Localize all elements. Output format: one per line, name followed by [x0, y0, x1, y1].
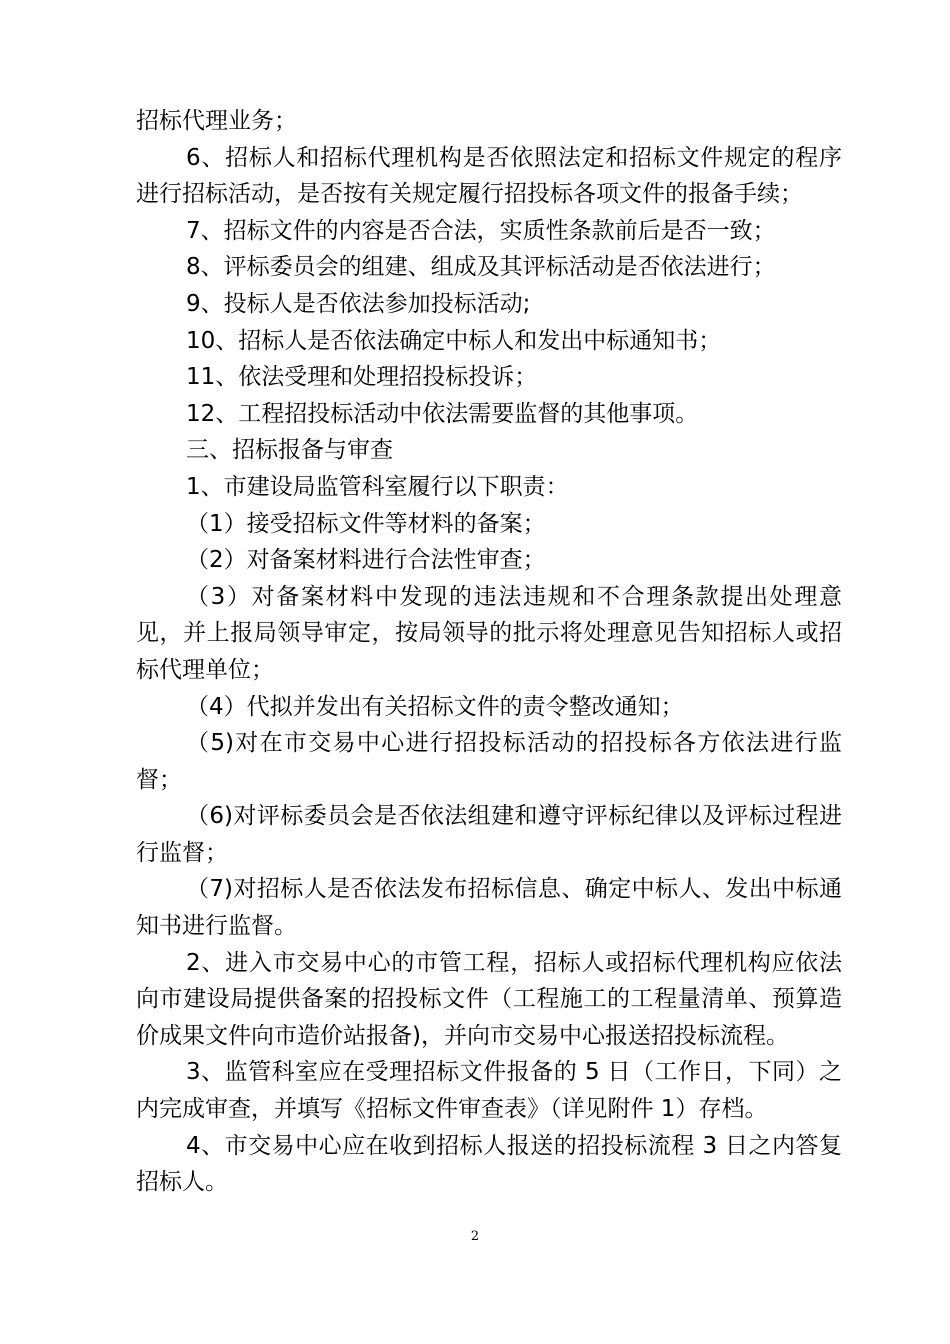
- paragraph: 招标代理业务；: [136, 108, 297, 134]
- paragraph: 7、招标文件的内容是否合法，实质性条款前后是否一致；: [186, 217, 776, 244]
- paragraph: 10、招标人是否依法确定中标人和发出中标通知书；: [186, 327, 722, 354]
- paragraph: 4、市交易中心应在收到招标人报送的招投标流程 3 日之内答复招标人。: [136, 1132, 842, 1196]
- paragraph: 11、依法受理和处理招投标投诉；: [186, 364, 538, 391]
- paragraph: 6、招标人和招标代理机构是否依照法定和招标文件规定的程序进行招标活动，是否按有关规定履行招投标各项文件的报备手续；: [136, 144, 842, 208]
- paragraph: 12、工程招投标活动中依法需要监督的其他事项。: [186, 400, 699, 427]
- paragraph: （4）代拟并发出有关招标文件的责令整改通知；: [186, 693, 684, 720]
- paragraph: （3）对备案材料中发现的违法违规和不合理条款提出处理意见，并上报局领导审定，按局领导的批示将处理意见告知招标人或招标代理单位；: [136, 583, 842, 683]
- paragraph: 1、市建设局监管科室履行以下职责：: [186, 473, 569, 500]
- paragraph: （1）接受招标文件等材料的备案；: [186, 510, 546, 537]
- section-heading: 三、招标报备与审查: [186, 437, 393, 464]
- page-number: 2: [470, 1229, 480, 1244]
- paragraph: （6)对评标委员会是否依法组建和遵守评标纪律以及评标过程进行监督；: [136, 803, 842, 866]
- body-text: [136, 103, 842, 1201]
- paragraph: 3、监管科室应在受理招标文件报备的 5 日（工作日，下同）之内完成审查，并填写《招标文件审查表》（详见附件 1）存档。: [136, 1059, 842, 1123]
- paragraph: 2、进入市交易中心的市管工程，招标人或招标代理机构应依法向市建设局提供备案的招投标文件（工程施工的工程量清单、预算造价成果文件向市造价站报备)，并向市交易中心报送招投标流程。: [136, 949, 842, 1049]
- paragraph: （7)对招标人是否依法发布招标信息、确定中标人、发出中标通知书进行监督。: [136, 876, 842, 940]
- paragraph: 8、评标委员会的组建、组成及其评标活动是否依法进行；: [186, 254, 776, 281]
- paragraph: （5)对在市交易中心进行招投标活动的招投标各方依法进行监督；: [136, 730, 842, 793]
- paragraph: 9、投标人是否依法参加投标活动;: [186, 290, 531, 317]
- paragraph: （2）对备案材料进行合法性审查；: [186, 547, 546, 574]
